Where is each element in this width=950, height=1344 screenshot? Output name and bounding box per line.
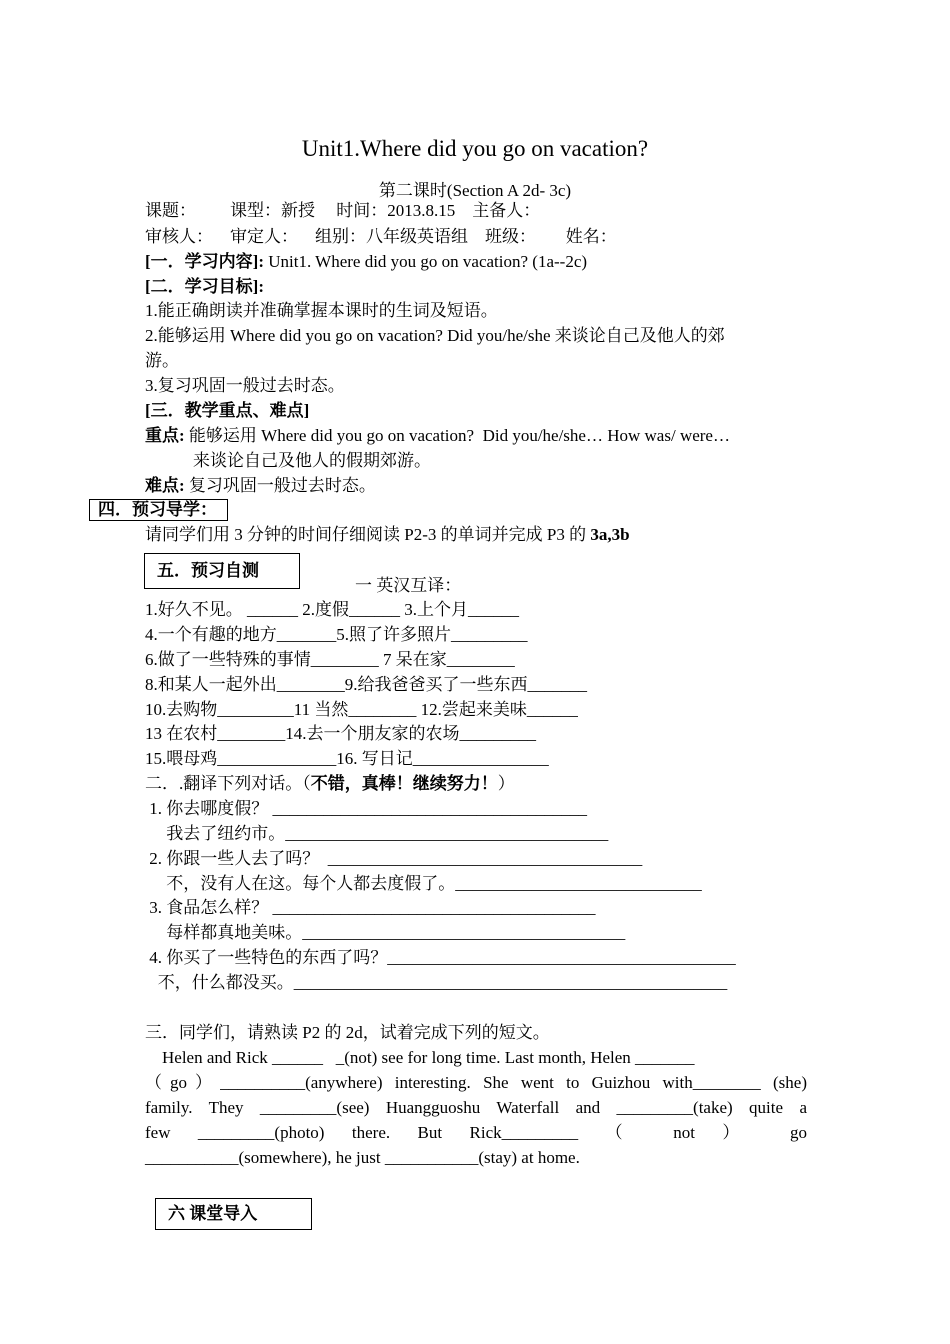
vocab-item: 13 在农村________14.去一个朋友家的农场_________ xyxy=(145,724,536,743)
vocab-item: 4.一个有趣的地方_______5.照了许多照片_________ xyxy=(145,625,528,644)
section-4-text-main: 请同学们用 3 分钟的时间仔细阅读 P2-3 的单词并完成 P3 的 xyxy=(145,525,591,544)
part-2-title-bold: 不错，真棒！继续努力！ xyxy=(310,774,498,793)
passage-line: few _________(photo) there. But Rick_________ （ not ） go xyxy=(145,1123,807,1142)
section-1-text: Unit1. Where did you go on vacation? (1a--2c) xyxy=(263,252,588,271)
part-2-title xyxy=(145,773,515,795)
part-1-title: 一 英汉互译： xyxy=(355,576,462,595)
section-6-box: 六 课堂导入 xyxy=(155,1198,312,1230)
goal-2a: 2.能够运用 Where did you go on vacation? Did you/he/she 来谈论自己及他人的郊 xyxy=(145,326,725,345)
key-point-text: 能够运用 Where did you go on vacation? Did you/he/she… How was/ were… xyxy=(184,426,730,445)
vocab-item: 15.喂母鸡______________16. 写日记________________ xyxy=(145,749,549,768)
difficult-point xyxy=(145,475,376,497)
info-line-2: 审核人： 审定人： 组别：八年级英语组 班级： 姓名： xyxy=(145,227,617,246)
difficult-point-text: 复习巩固一般过去时态。 xyxy=(184,476,376,495)
dialog-line: 不，什么都没买。___________________________________________________ xyxy=(145,973,728,992)
dialog-line: 2. 你跟一些人去了吗？ _____________________________________ xyxy=(145,849,643,868)
section-1 xyxy=(145,251,587,273)
difficult-point-label: 难点: xyxy=(145,476,185,495)
doc-title: Unit1.Where did you go on vacation? xyxy=(301,136,649,161)
vocab-item: 1.好久不见。 ______ 2.度假______ 3.上个月______ xyxy=(145,600,519,619)
goal-3: 3.复习巩固一般过去时态。 xyxy=(145,376,345,395)
goal-1: 1.能正确朗读并准确掌握本课时的生词及短语。 xyxy=(145,301,498,320)
part-2-title-text: 二．.翻译下列对话。（ xyxy=(145,774,311,793)
vocab-item: 8.和某人一起外出________9.给我爸爸买了一些东西_______ xyxy=(145,675,587,694)
part-2-title-end: ） xyxy=(497,774,515,793)
dialog-line: 1. 你去哪度假？ _____________________________________ xyxy=(145,799,587,818)
passage-line: ___________(somewhere), he just ___________(stay) at home. xyxy=(145,1148,580,1167)
section-4-text-bold: 3a,3b xyxy=(590,525,630,544)
section-3-label: [三．教学重点、难点] xyxy=(145,401,310,420)
section-4-text xyxy=(145,524,630,546)
vocab-item: 10.去购物_________11 当然________ 12.尝起来美味______ xyxy=(145,700,578,719)
dialog-line: 每样都真地美味。______________________________________ xyxy=(145,923,626,942)
section-5-box: 五．预习自测 xyxy=(144,553,300,589)
dialog-line: 3. 食品怎么样？ ______________________________________ xyxy=(145,898,596,917)
key-point-label: 重点: xyxy=(145,426,185,445)
info-line-1: 课题： 课型：新授 时间：2013.8.15 主备人： xyxy=(145,201,541,220)
section-2-label: [二．学习目标]: xyxy=(145,277,264,296)
doc-subtitle: 第二课时(Section A 2d- 3c) xyxy=(378,181,572,200)
part-3-title: 三．同学们，请熟读 P2 的 2d，试着完成下列的短文。 xyxy=(145,1023,550,1042)
goal-2b: 游。 xyxy=(145,351,179,370)
key-point xyxy=(145,425,730,447)
passage-line: family. They _________(see) Huangguoshu Waterfall and _________(take) quite a xyxy=(145,1098,807,1117)
vocab-item: 6.做了一些特殊的事情________ 7 呆在家________ xyxy=(145,650,515,669)
dialog-line: 不，没有人在这。每个人都去度假了。_____________________________ xyxy=(145,874,702,893)
dialog-line: 4. 你买了一些特色的东西了吗？_________________________________________ xyxy=(145,948,736,967)
dialog-line: 我去了纽约市。______________________________________ xyxy=(145,824,609,843)
passage-line: （go）__________(anywhere) interesting. She went to Guizhou with________ (she) xyxy=(145,1073,807,1092)
passage-line: Helen and Rick ______ _(not) see for long time. Last month, Helen _______ xyxy=(145,1048,695,1067)
section-4-box: 四．预习导学： xyxy=(89,499,228,521)
key-point-cont: 来谈论自己及他人的假期郊游。 xyxy=(193,451,431,470)
section-1-label: [一．学习内容]: xyxy=(145,252,264,271)
